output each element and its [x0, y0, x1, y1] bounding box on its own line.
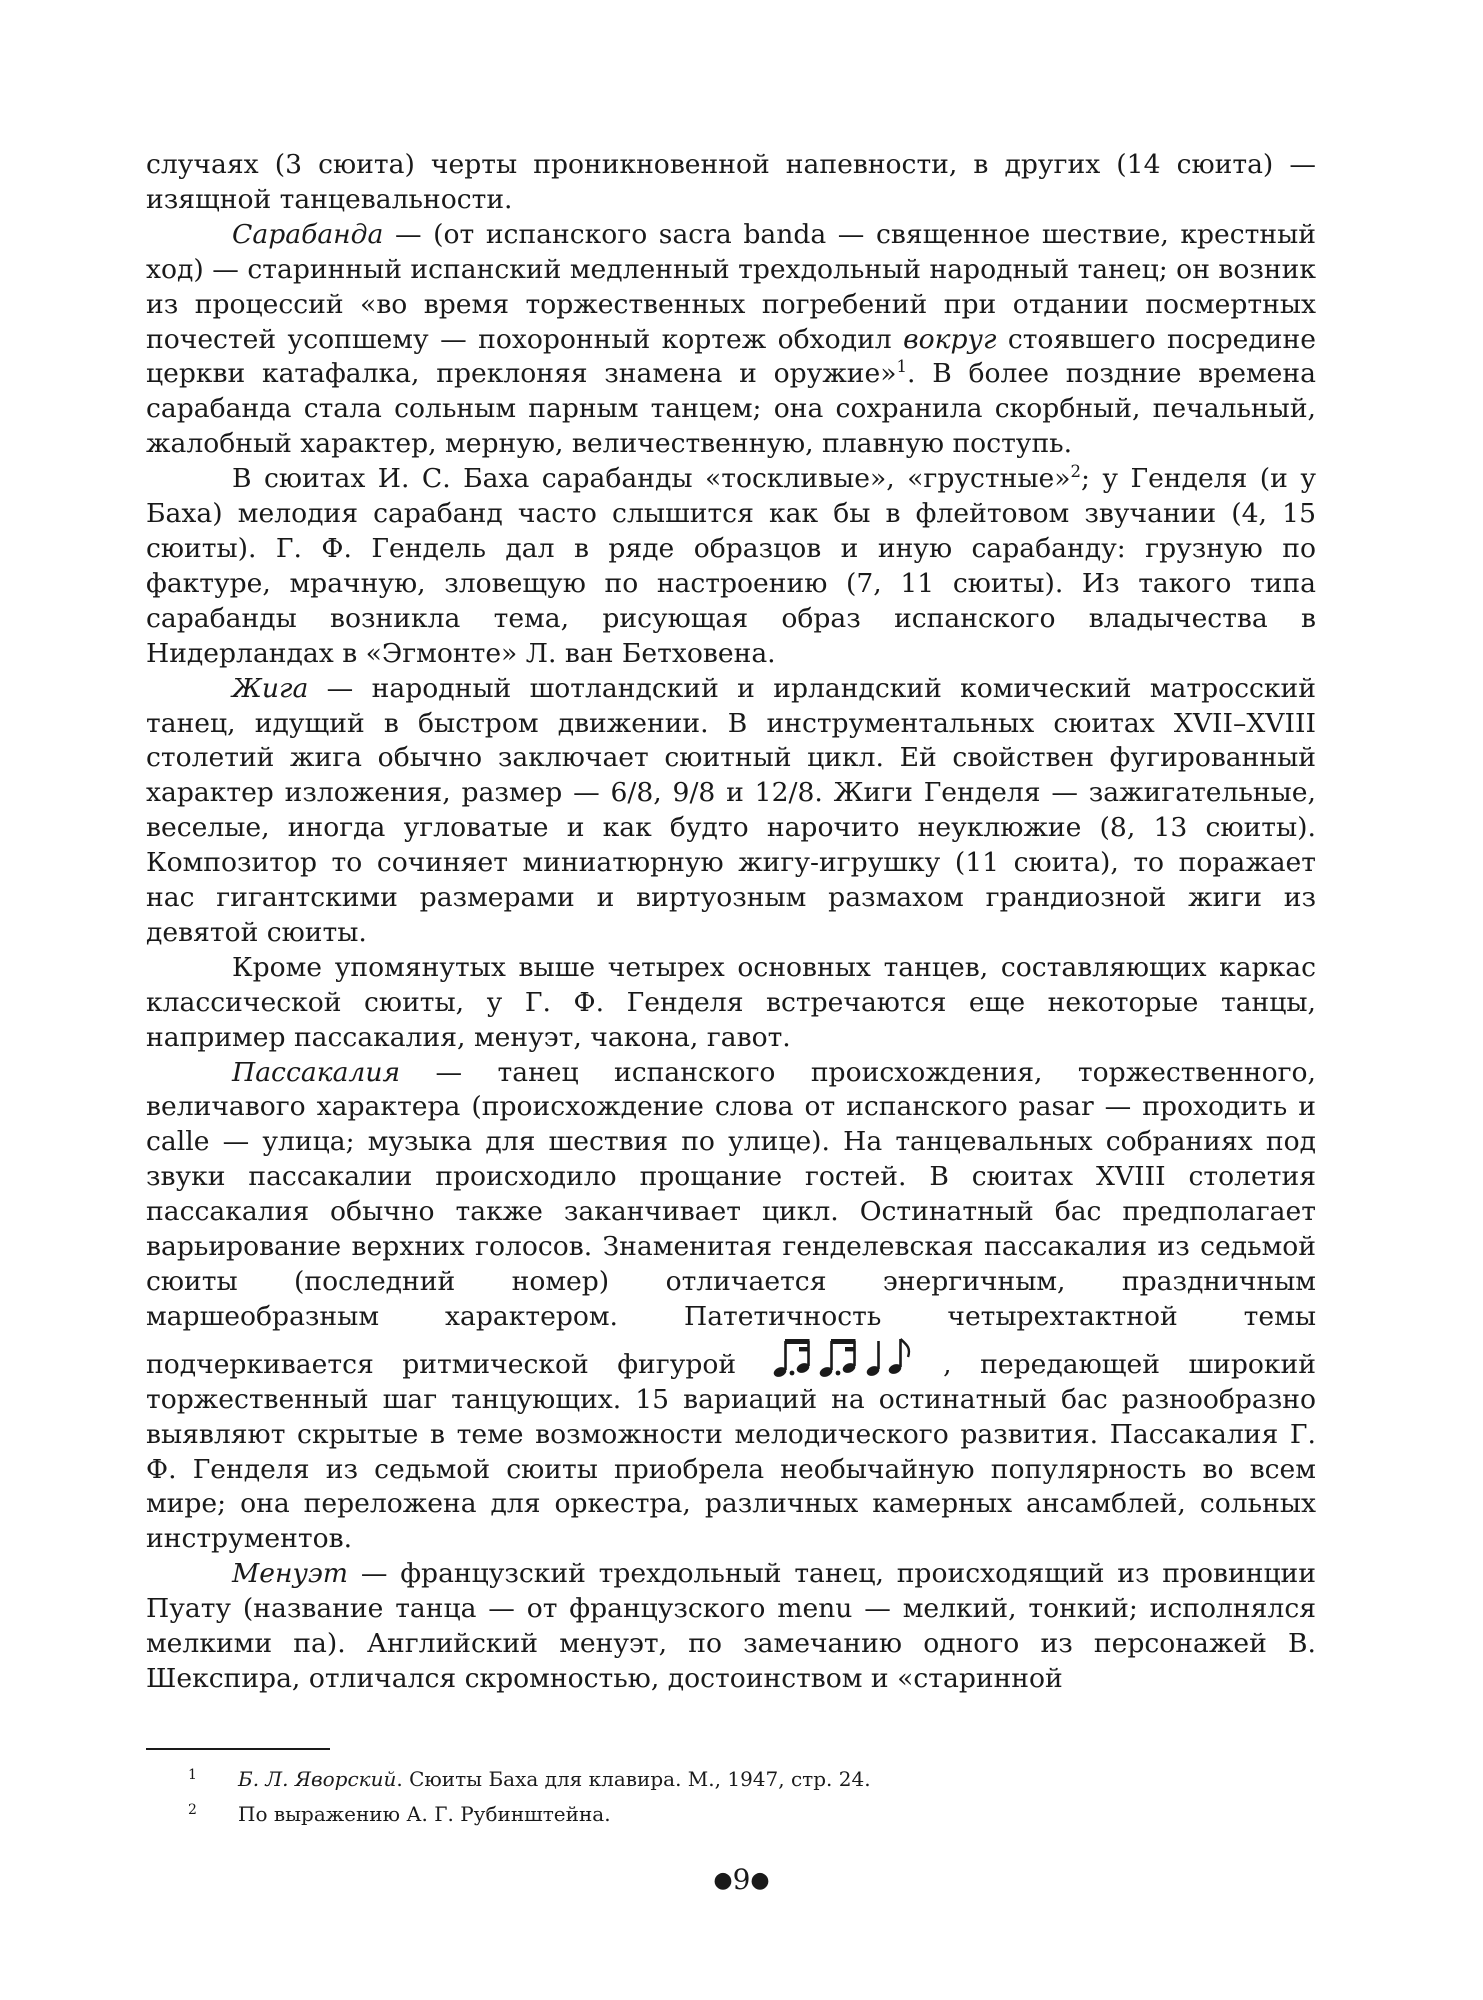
paragraph-other-dances: Кроме упомянутых выше четырех основных танцев, составляющих каркас классической сюиты, у Г. Ф. Генделя встречаются еще некоторые танцы, например пассакалия, менуэт, чакона, гавот. — [146, 951, 1316, 1053]
minuet-text: — французский трехдольный танец, происходящий из провинции Пуату (название танца — от французского menu — мелкий, тонкий; исполнялся мелкими па). Английский менуэт, по замечанию одного из персонажей В. Шекспира, отличался скромностью, достоинством и «старинной — [146, 1558, 1316, 1694]
footnote-separator — [146, 1748, 330, 1750]
sarabande-text-a: — (от испанского sacra banda — священное шествие, крестный ход) — старинный испанский медленный трехдольный народный танец; он возник из процессий «во время торжественных погребений при отдании посмертных почестей усопшему — похоронный кортеж обходил — [146, 218, 1316, 355]
page-body — [146, 148, 1316, 1697]
term-minuet: Менуэт — [232, 1558, 349, 1590]
footnote-ref-1[interactable]: 1 — [896, 357, 908, 377]
footnotes — [146, 1748, 1316, 1832]
sarabande-text-b: стоявшего посредине церкви катафалка, преклоняя знамена и оружие» — [146, 323, 1316, 390]
dotted-rhythm-notation-icon — [765, 1335, 915, 1379]
paragraph-intro: случаях (3 сюита) черты проникновенной напевности, в других (14 сюита) — изящной танцевальности. — [146, 149, 1316, 215]
footnote-text-1 — [238, 1762, 1316, 1797]
paragraph-bach-sarabandes — [146, 462, 1316, 671]
paragraph-gigue — [146, 672, 1316, 951]
footnote-2 — [146, 1797, 1316, 1832]
bach-text-a: В сюитах И. С. Баха сарабанды «тоскливые», «грустные» — [232, 463, 1071, 495]
term-sarabande: Сарабанда — [232, 218, 384, 250]
passacaglia-text-a: — танец испанского происхождения, торжественного, величавого характера (происхождение слова от испанского pasar — проходить и calle — улица; музыка для шествия по улице). На танцевальных собраниях под звуки пассакалии происходило прощание гостей. В сюитах XVIII столетия пассакалия обычно также заканчивает цикл. Остинатный бас предполагает варьирование верхних голосов. Знаменитая генделевская пассакалия из седьмой сюиты (последний номер) отличается энергичным, праздничным маршеобразным характером. Патетичность четырехтактной темы подчеркивается ритмической фигурой — [146, 1056, 1316, 1380]
emphasis-around: вокруг — [903, 323, 997, 355]
bach-text-b: ; у Генделя (и у Баха) мелодия сарабанд часто слышится как бы в флейтовом звучании (4, 15 сюиты). Г. Ф. Гендель дал в ряде образцов и иную сарабанду: грузную по фактуре, мрачную, зловещую по настроению (7, 11 сюиты). Из такого типа сарабанды возникла тема, рисующая образ испанского владычества в Нидерландах в «Эгмонте» Л. ван Бетховена. — [146, 463, 1316, 669]
footnote-1 — [146, 1762, 1316, 1797]
footnote-text-2: По выражению А. Г. Рубинштейна. — [238, 1802, 611, 1826]
footnote-citation: . Сюиты Баха для клавира. М., 1947, стр. 24. — [396, 1767, 871, 1791]
passacaglia-text-b: , передающей широкий торжественный шаг танцующих. 15 вариаций на остинатный бас разнообразно выявляют скрытые в теме возможности мелодического развития. Пассакалия Г. Ф. Генделя из седьмой сюиты приобрела необычайную популярность во всем мире; она переложена для оркестра, различных камерных ансамблей, сольных инструментов. — [146, 1348, 1316, 1555]
paragraph-minuet — [146, 1557, 1316, 1697]
paragraph-passacaglia — [146, 1056, 1316, 1558]
page-number-dot-right: ● — [750, 1868, 770, 1893]
term-passacaglia: Пассакалия — [232, 1056, 401, 1088]
paragraph-sarabande — [146, 218, 1316, 462]
term-gigue: Жига — [232, 672, 309, 704]
page-number-value: 9 — [732, 1863, 751, 1896]
footnote-ref-2[interactable]: 2 — [1070, 462, 1082, 482]
sarabande-text-c: . В более поздние времена сарабанда стала сольным парным танцем; она сохранила скорбный, печальный, жалобный характер, мерную, величественную, плавную поступь. — [146, 358, 1316, 460]
gigue-text: — народный шотландский и ирландский комический матросский танец, идущий в быстром движении. В инструментальных сюитах XVII–XVIII столетий жига обычно заключает сюитный цикл. Ей свойствен фугированный характер изложения, размер — 6/8, 9/8 и 12/8. Жиги Генделя — зажигательные, веселые, иногда угловатые и как будто нарочито неуклюжие (8, 13 сюиты). Композитор то сочиняет миниатюрную жигу-игрушку (11 сюита), то поражает нас гигантскими размерами и виртуозным размахом грандиозной жиги из девятой сюиты. — [146, 672, 1316, 948]
footnote-mark-2: 2 — [188, 1802, 197, 1818]
footnote-author: Б. Л. Яворский — [238, 1767, 397, 1791]
page-number — [0, 1862, 1483, 1899]
footnote-mark-1: 1 — [188, 1767, 197, 1783]
page-number-dot-left: ● — [713, 1868, 733, 1893]
